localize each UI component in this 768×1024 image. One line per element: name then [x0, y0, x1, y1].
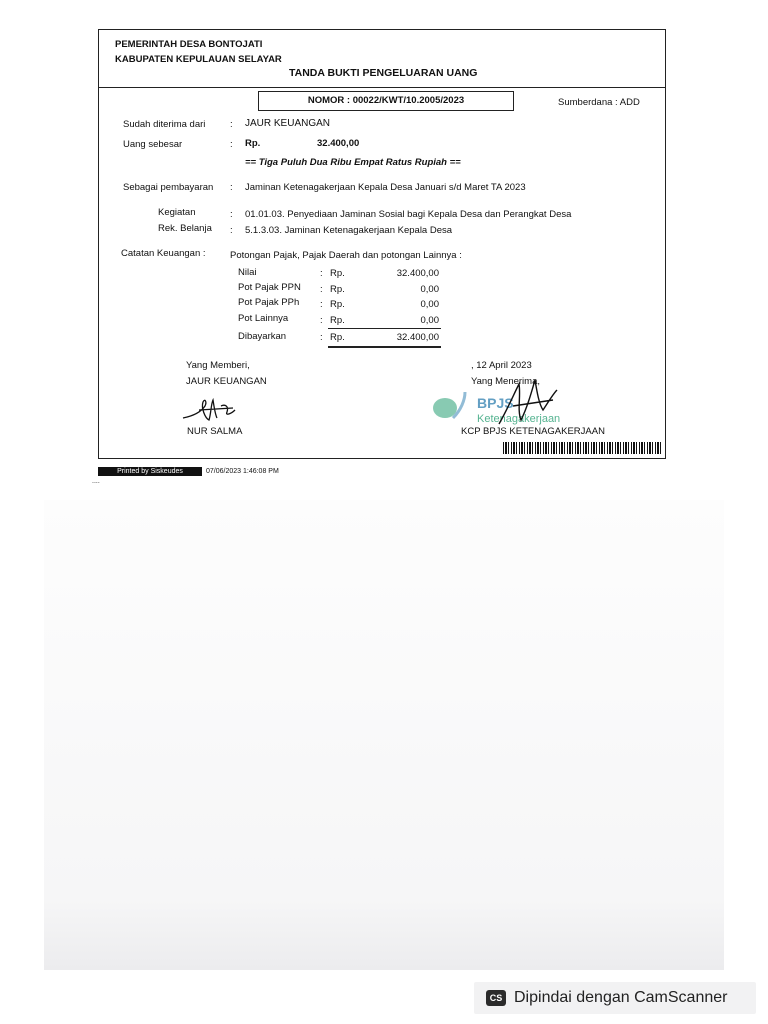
- government-name: PEMERINTAH DESA BONTOJATI: [115, 39, 263, 50]
- deduction-row-value: 0,00: [420, 315, 439, 326]
- paid-total-currency: Rp.: [330, 332, 345, 343]
- deduction-row-label: Pot Pajak PPN: [238, 282, 301, 293]
- colon: :: [320, 332, 323, 343]
- expense-account-value: 5.1.3.03. Jaminan Ketenagakerjaan Kepala Desa: [245, 225, 453, 236]
- colon: :: [230, 139, 233, 150]
- scan-background: [44, 500, 724, 970]
- stamp-line1: BPJS: [477, 395, 514, 411]
- colon: :: [320, 284, 323, 295]
- activity-label: Kegiatan: [158, 207, 196, 218]
- barcode: [503, 442, 663, 454]
- colon: :: [230, 209, 233, 220]
- financial-notes-description: Potongan Pajak, Pajak Daerah dan potongan Lainnya :: [230, 250, 462, 261]
- colon: :: [230, 182, 233, 193]
- deduction-row-currency: Rp.: [330, 268, 345, 279]
- deduction-row-label: Pot Lainnya: [238, 313, 289, 324]
- dots-mark: ....: [92, 478, 100, 485]
- giver-role: JAUR KEUANGAN: [186, 376, 267, 387]
- printed-by-label: Printed by Siskeudes: [98, 467, 202, 476]
- received-from-label: Sudah diterima dari: [123, 119, 206, 130]
- total-double-rule: [328, 346, 441, 348]
- colon: :: [230, 119, 233, 130]
- camscanner-label: Dipindai dengan CamScanner: [514, 989, 728, 1006]
- document-title: TANDA BUKTI PENGELUARAN UANG: [289, 67, 478, 79]
- paid-total-label: Dibayarkan: [238, 331, 287, 342]
- subtotal-rule: [328, 328, 441, 329]
- colon: :: [320, 315, 323, 326]
- received-from-value: JAUR KEUANGAN: [245, 118, 331, 129]
- stamp-line2: Ketenagakerjaan: [477, 413, 561, 425]
- amount-label: Uang sebesar: [123, 139, 183, 150]
- expense-account-label: Rek. Belanja: [158, 223, 212, 234]
- colon: :: [320, 299, 323, 310]
- deduction-row-value: 32.400,00: [396, 268, 439, 279]
- financial-notes-label: Catatan Keuangan :: [121, 248, 206, 259]
- amount-value: 32.400,00: [317, 138, 360, 149]
- giver-intro: Yang Memberi,: [186, 360, 250, 371]
- payment-for-value: Jaminan Ketenagakerjaan Kepala Desa Januari s/d Maret TA 2023: [245, 182, 526, 193]
- deduction-row-currency: Rp.: [330, 315, 345, 326]
- paid-total-value: 32.400,00: [396, 332, 439, 343]
- colon: :: [320, 268, 323, 279]
- receipt-document: [98, 29, 666, 459]
- camscanner-logo-icon: CS: [486, 990, 506, 1006]
- regency-name: KABUPATEN KEPULAUAN SELAYAR: [115, 54, 282, 65]
- header-divider: [99, 87, 665, 88]
- receiver-name: KCP BPJS KETENAGAKERJAAN: [461, 426, 605, 437]
- nomor-box: NOMOR : 00022/KWT/10.2005/2023: [258, 91, 514, 111]
- deduction-row-currency: Rp.: [330, 299, 345, 310]
- receipt-date: , 12 April 2023: [471, 360, 532, 371]
- print-timestamp: 07/06/2023 1:46:08 PM: [206, 468, 279, 475]
- giver-name: NUR SALMA: [187, 426, 243, 437]
- payment-for-label: Sebagai pembayaran: [123, 182, 214, 193]
- deduction-row-value: 0,00: [420, 299, 439, 310]
- deduction-row-label: Pot Pajak PPh: [238, 297, 300, 308]
- amount-currency: Rp.: [245, 138, 261, 149]
- colon: :: [230, 225, 233, 236]
- giver-signature: [181, 392, 243, 426]
- activity-value: 01.01.03. Penyediaan Jaminan Sosial bagi Kepala Desa dan Perangkat Desa: [245, 209, 572, 220]
- deduction-row-label: Nilai: [238, 267, 257, 278]
- deduction-row-currency: Rp.: [330, 284, 345, 295]
- deduction-row-value: 0,00: [420, 284, 439, 295]
- amount-in-words: == Tiga Puluh Dua Ribu Empat Ratus Rupiah ==: [245, 157, 461, 168]
- receiver-intro: Yang Menerima,: [471, 376, 540, 387]
- receiver-signature: [493, 370, 563, 430]
- camscanner-watermark: [474, 982, 756, 1014]
- funding-source: Sumberdana : ADD: [558, 97, 640, 108]
